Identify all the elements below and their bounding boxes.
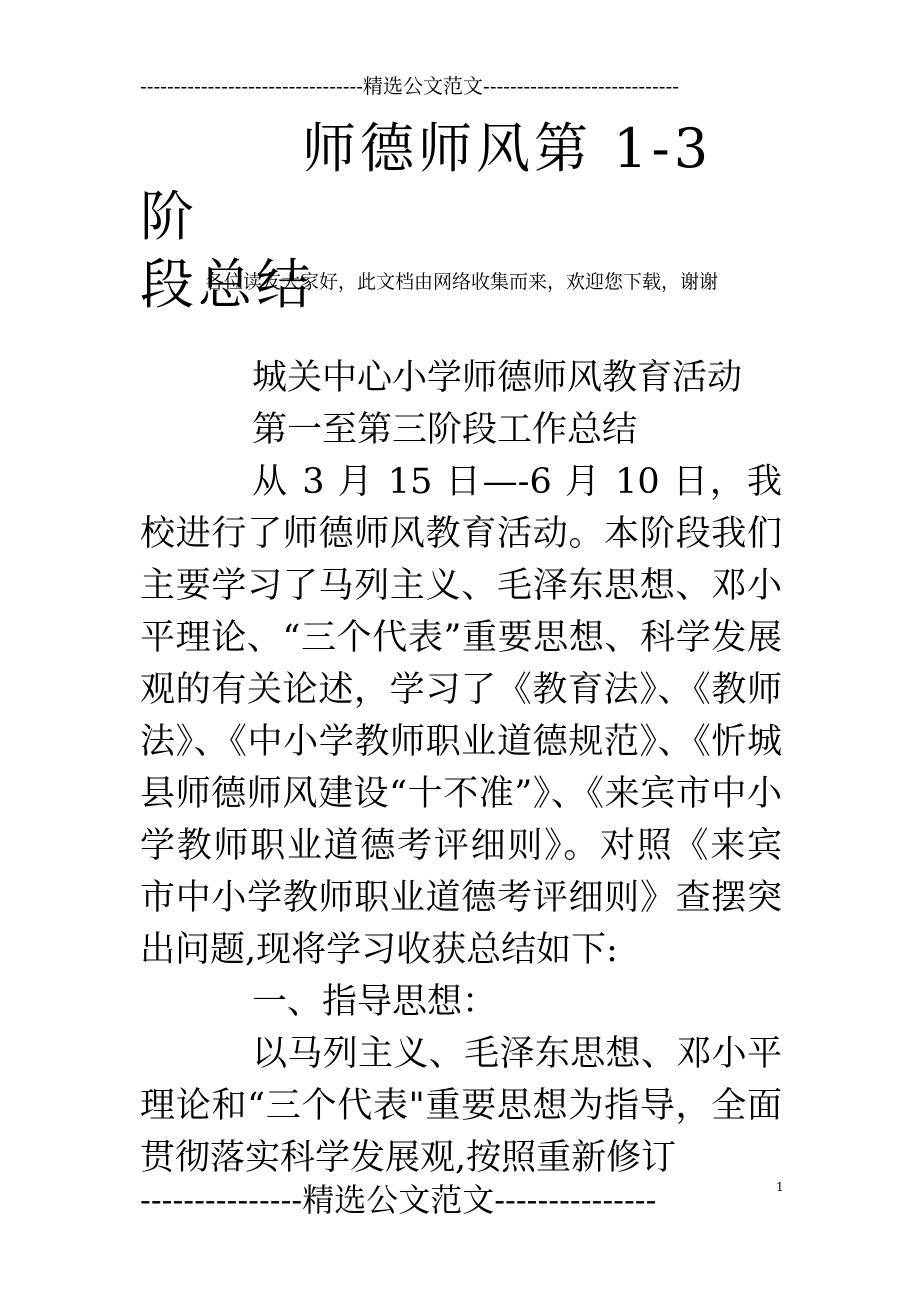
section-heading-1: 一、指导思想：	[252, 982, 498, 1022]
title-line-1: 师德师风第 1-3 阶	[140, 117, 713, 248]
download-notice: 各位读友大家好，此文档由网络收集而来，欢迎您下载，谢谢	[205, 271, 719, 293]
body-paragraph-2: 以马列主义、毛泽东思想、邓小平理论和“三个代表"重要思想为指导，全面贯彻落实科学发展观,按照重新修订	[140, 1034, 782, 1178]
title-line-2: 段总结	[140, 253, 314, 316]
body-heading-1: 城关中心小学师德师风教育活动	[252, 358, 743, 398]
document-body	[140, 352, 782, 1184]
body-paragraph-1: 从 3 月 15 日—-6 月 10 日，我校进行了师德师风教育活动。本阶段我们主要学习了马列主义、毛泽东思想、邓小平理论、“三个代表”重要思想、科学发展观的有关论述，学习了《教育法》、《教师法》、《中小学教师职业道德规范》、《忻城县师德师风建设“十不准”》、《来宾市中小学教师职业道德考评细则》。对照《来宾市中小学教师职业道德考评细则》查摆突出问题,现将学习收获总结如下:	[140, 462, 782, 970]
body-heading-2: 第一至第三阶段工作总结	[252, 410, 638, 450]
page-footer: ---------------精选公文范文---------------	[140, 1181, 657, 1219]
page-number: 1	[776, 1180, 784, 1194]
page-header: ---------------------------------精选公文范文-----------------------------	[140, 74, 679, 98]
